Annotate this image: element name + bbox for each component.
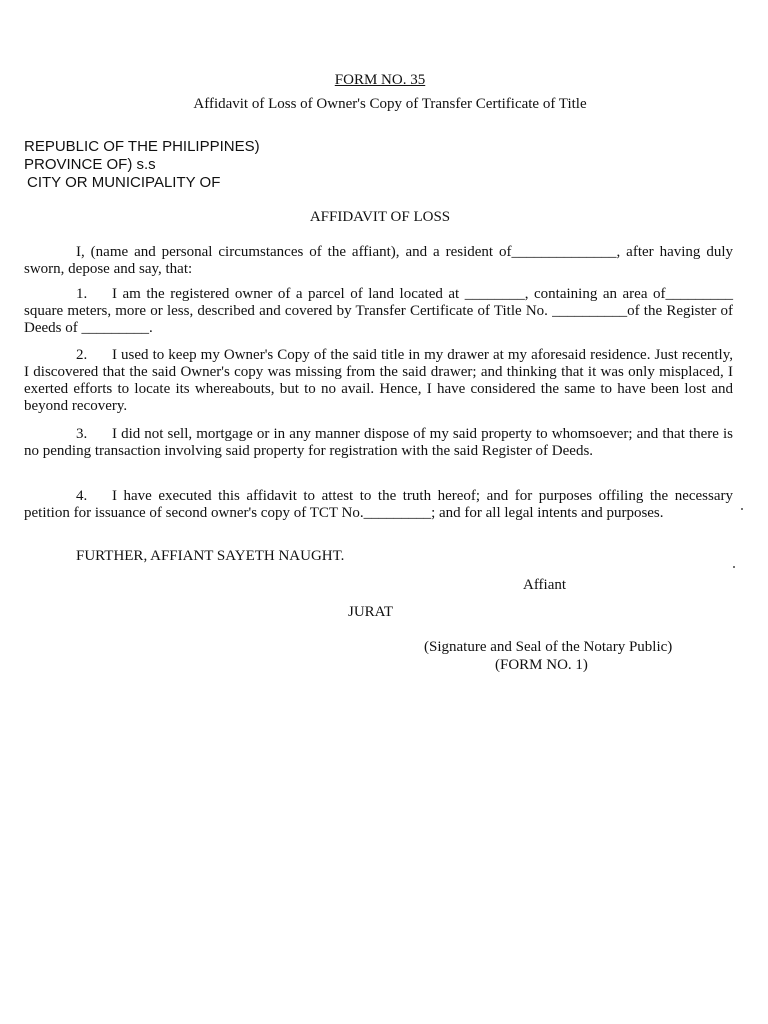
item-text: I am the registered owner of a parcel of land located at ________, containing an area of_________ square meters, more or less, described and covered by Transfer Certificate of Title No. __________of the Register of Deeds of _________. <box>24 286 733 336</box>
item-2 <box>24 347 733 415</box>
notary-form-number: (FORM NO. 1) <box>495 657 588 673</box>
item-text: I did not sell, mortgage or in any manner dispose of my said property to whomsoever; and that there is no pending transaction involving said property for registration with the said Register of Deeds. <box>24 426 733 459</box>
caption-republic: REPUBLIC OF THE PHILIPPINES) <box>24 138 260 155</box>
closing-statement: FURTHER, AFFIANT SAYETH NAUGHT. <box>76 548 345 564</box>
caption-city: CITY OR MUNICIPALITY OF <box>27 174 221 191</box>
scan-speck <box>733 566 735 568</box>
form-title: Affidavit of Loss of Owner's Copy of Transfer Certificate of Title <box>193 96 587 112</box>
item-number: 2. <box>76 347 88 363</box>
scan-speck <box>741 508 743 510</box>
jurat-label: JURAT <box>348 604 394 620</box>
item-text: I have executed this affidavit to attest to the truth hereof; and for purposes offiling the necessary petition for issuance of second owner's copy of TCT No._________; and for all legal intents and purposes. <box>24 488 733 521</box>
intro-paragraph <box>24 244 733 278</box>
item-text: I used to keep my Owner's Copy of the said title in my drawer at my aforesaid residence. Just recently, I discovered that the said Owner's copy was missing from the said drawer; and thinking that it was only misplaced, I exerted efforts to locate its whereabouts, but to no avail. Hence, I have considered the same to have been lost and beyond recovery. <box>24 347 733 414</box>
notary-signature-label: (Signature and Seal of the Notary Public) <box>424 639 673 655</box>
intro-text: I, (name and personal circumstances of the affiant), and a resident of______________, after having duly sworn, depose and say, that: <box>24 244 733 277</box>
item-4 <box>24 488 733 522</box>
item-3 <box>24 426 733 460</box>
item-1 <box>24 286 733 337</box>
item-number: 4. <box>76 488 88 504</box>
caption-province: PROVINCE OF) s.s <box>24 156 156 173</box>
item-number: 3. <box>76 426 88 442</box>
affiant-label: Affiant <box>523 577 567 593</box>
item-number: 1. <box>76 286 88 302</box>
affidavit-heading: AFFIDAVIT OF LOSS <box>309 209 451 225</box>
form-number: FORM NO. 35 <box>334 72 426 88</box>
